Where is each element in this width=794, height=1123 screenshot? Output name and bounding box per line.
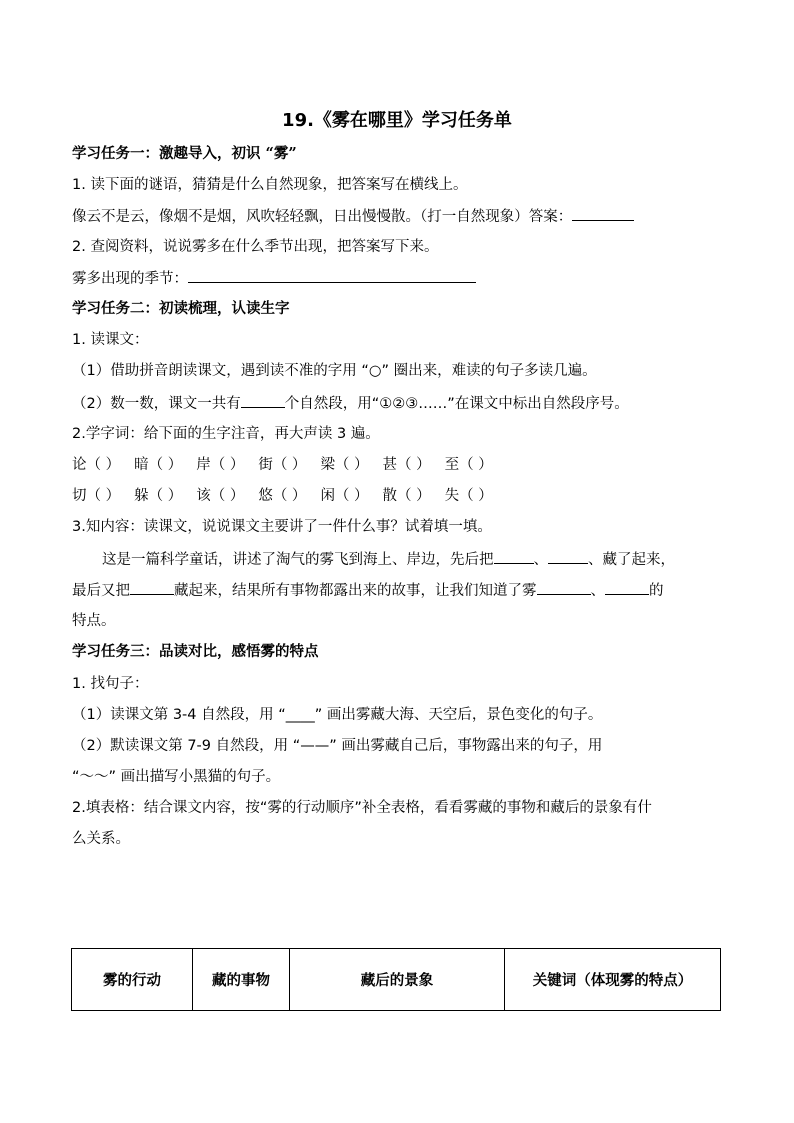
char-item: 梁（ ） [320, 457, 369, 473]
char-item: 切（ ） [72, 488, 121, 504]
paragraph-count-blank[interactable] [241, 393, 285, 408]
char-item: 躲（ ） [134, 488, 183, 504]
page-title: 19.《雾在哪里》学习任务单 [282, 110, 512, 131]
season-label: 雾多出现的季节： [72, 271, 188, 287]
summary-line-1 [72, 549, 675, 570]
task2-question2: 2.学字词：给下面的生字注音，再大声读 3 遍。 [72, 426, 380, 442]
task3-question2: 2.填表格：结合课文内容，按“雾的行动顺序”补全表格，看看雾藏的事物和藏后的景象有什 [72, 800, 652, 816]
task1-question1: 1. 读下面的谜语，猜猜是什么自然现象，把答案写在横线上。 [72, 177, 468, 193]
char-item: 街（ ） [258, 457, 307, 473]
task2-question3: 3.知内容：读课文，说说课文主要讲了一件什么事？试着填一填。 [72, 519, 492, 535]
task3-question1: 1. 找句子： [72, 676, 149, 692]
task3-sub2: （2）默读课文第 7-9 自然段，用 “——” 画出雾藏自己后，事物露出来的句子，用 [72, 738, 603, 754]
summary-line-3: 特点。 [72, 613, 116, 629]
char-item: 悠（ ） [258, 488, 307, 504]
summary-blank-2[interactable] [548, 549, 588, 564]
char-item: 岸（ ） [196, 457, 245, 473]
char-item: 该（ ） [196, 488, 245, 504]
summary-blank-4[interactable] [537, 580, 591, 595]
task2-sub2-text-b: 个自然段，用“①②③……”在课文中标出自然段序号。 [284, 396, 629, 412]
summary-line-2 [72, 580, 664, 601]
table-header-cell: 雾的行动 [72, 949, 193, 1011]
char-item: 闲（ ） [320, 488, 369, 504]
task1-heading: 学习任务一：激趣导入，初识 “雾” [72, 145, 297, 162]
riddle-answer-blank[interactable] [572, 206, 634, 221]
table-header-cell: 藏后的景象 [290, 949, 505, 1011]
task1-question2: 2. 查阅资料，说说雾多在什么季节出现，把答案写下来。 [72, 239, 439, 255]
summary-blank-5[interactable] [605, 580, 649, 595]
char-item: 暗（ ） [134, 457, 183, 473]
table-header-cell: 藏的事物 [193, 949, 290, 1011]
fog-action-table [71, 948, 721, 1011]
task2-question1: 1. 读课文： [72, 332, 149, 348]
summary-text-2b: 藏起来，结果所有事物都露出来的故事，让我们知道了雾 [174, 583, 537, 599]
task2-sub2-text-a: （2）数一数，课文一共有 [72, 396, 241, 412]
char-item: 失（ ） [444, 488, 493, 504]
summary-blank-1[interactable] [494, 549, 534, 564]
task3-question2-cont: 么关系。 [72, 831, 130, 847]
summary-text-1a: 这是一篇科学童话，讲述了淘气的雾飞到海上、岸边，先后把 [102, 552, 494, 568]
char-item: 至（ ） [444, 457, 493, 473]
season-line [72, 268, 476, 289]
task3-heading: 学习任务三：品读对比，感悟雾的特点 [72, 643, 319, 660]
char-item: 散（ ） [382, 488, 431, 504]
summary-text-1b: 、藏了起来， [588, 552, 675, 568]
season-answer-blank[interactable] [188, 268, 476, 283]
table-header-cell: 关键词（体现雾的特点） [505, 949, 721, 1011]
task2-heading: 学习任务二：初读梳理，认读生字 [72, 300, 290, 317]
summary-text-2c: 的 [649, 583, 664, 599]
chars-row-2 [72, 486, 507, 506]
task2-sub2 [72, 393, 629, 414]
summary-blank-3[interactable] [130, 580, 174, 595]
char-item: 甚（ ） [382, 457, 431, 473]
task3-sub1: （1）读课文第 3-4 自然段，用 “____” 画出雾藏大海、天空后，景色变化的句子。 [72, 707, 603, 723]
task2-sub1: （1）借助拼音朗读课文，遇到读不准的字用 “○” 圈出来，难读的句子多读几遍。 [72, 363, 597, 379]
riddle-line [72, 206, 634, 227]
summary-text-2a: 最后又把 [72, 583, 130, 599]
riddle-text: 像云不是云，像烟不是烟，风吹轻轻飘，日出慢慢散。（打一自然现象）答案： [72, 209, 573, 225]
summary-separator: 、 [590, 583, 605, 599]
task3-sub2-cont: “～～” 画出描写小黑猫的句子。 [72, 769, 281, 785]
table-header-row [72, 949, 721, 1011]
chars-row-1 [72, 455, 507, 475]
summary-separator: 、 [533, 552, 548, 568]
char-item: 论（ ） [72, 457, 121, 473]
